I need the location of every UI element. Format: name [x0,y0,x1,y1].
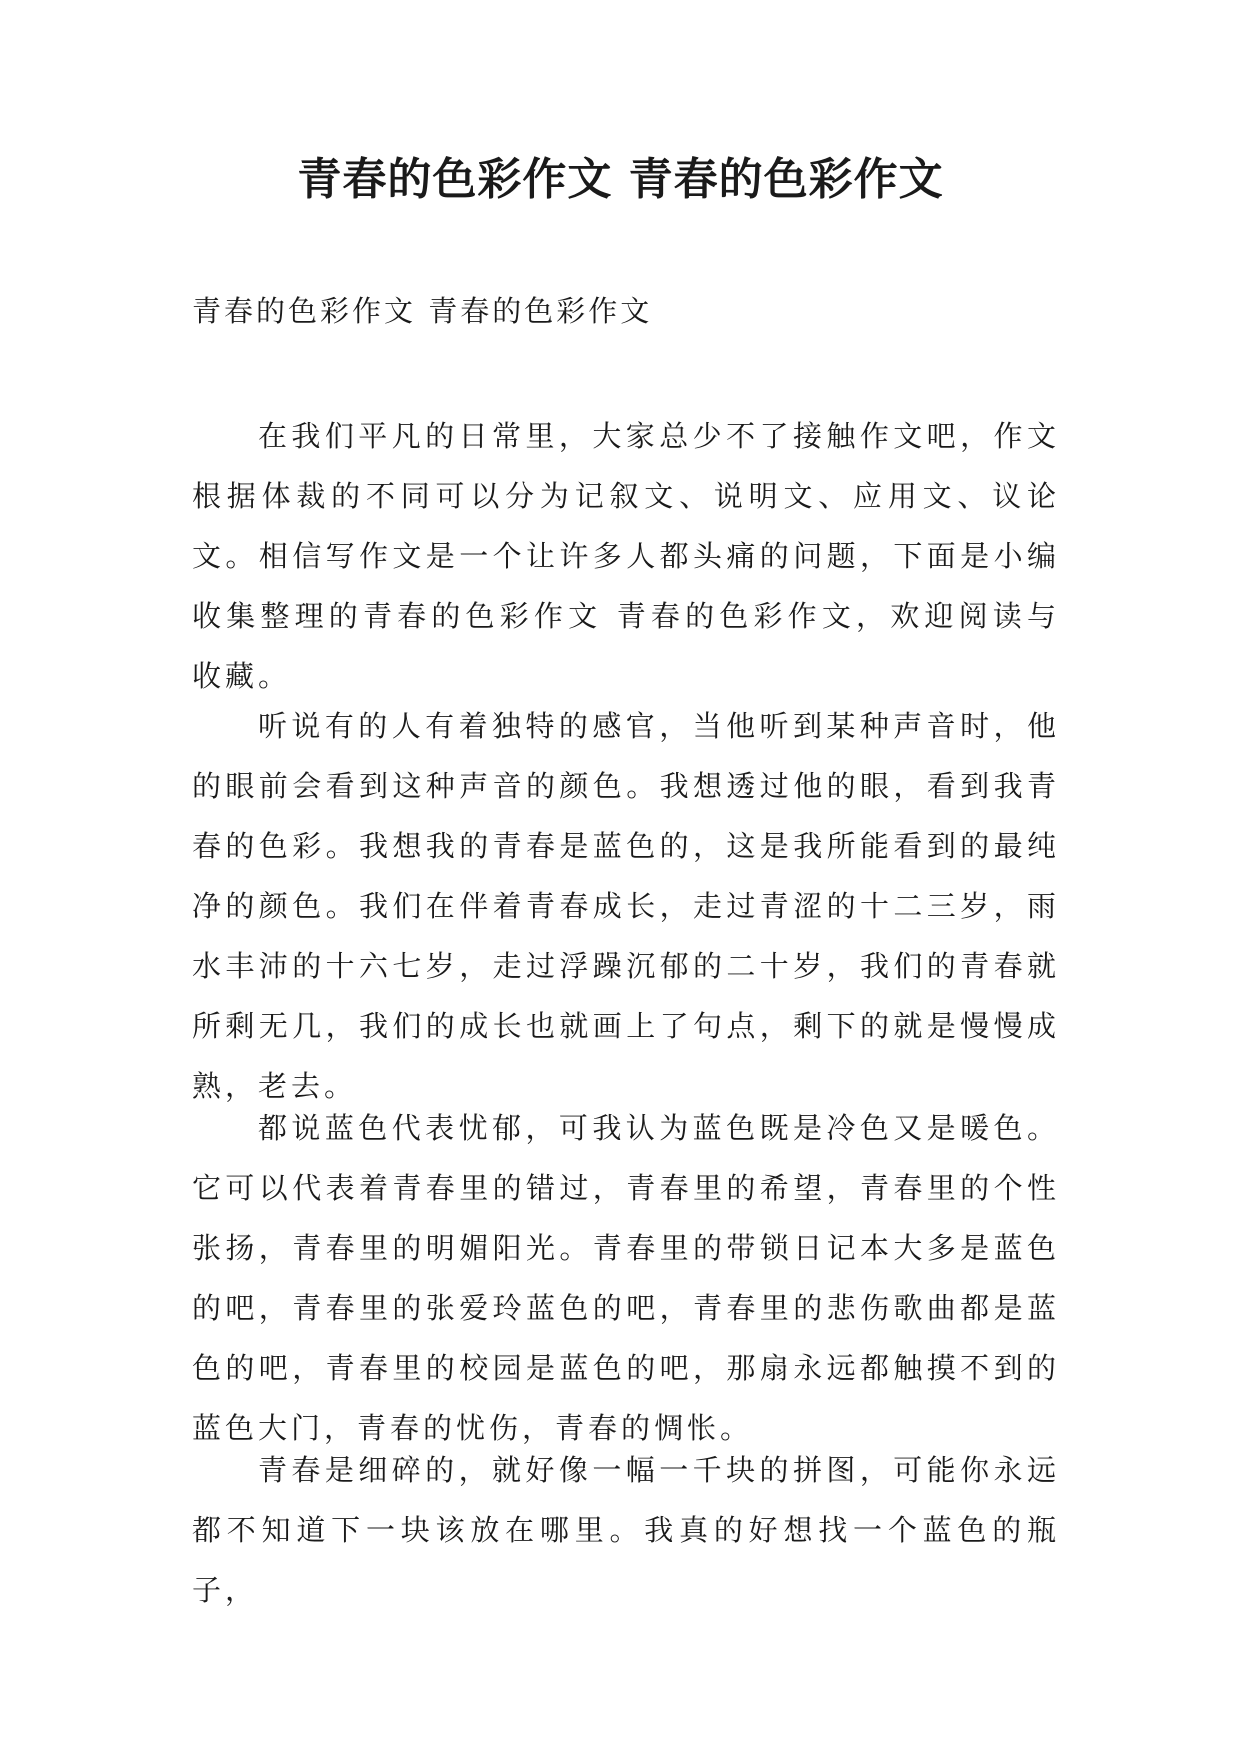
paragraph-intro: 在我们平凡的日常里，大家总少不了接触作文吧，作文根据体裁的不同可以分为记叙文、说明文、应用文、议论文。相信写作文是一个让许多人都头痛的问题，下面是小编收集整理的青春的色彩作文 青春的色彩作文，欢迎阅读与收藏。 [192,419,1060,693]
document-title: 青春的色彩作文 青春的色彩作文 [297,154,944,205]
paragraph-blue: 都说蓝色代表忧郁，可我认为蓝色既是冷色又是暖色。它可以代表着青春里的错过，青春里的希望，青春里的个性张扬，青春里的明媚阳光。青春里的带锁日记本大多是蓝色的吧，青春里的张爱玲蓝色的吧，青春里的悲伤歌曲都是蓝色的吧，青春里的校园是蓝色的吧，那扇永远都触摸不到的蓝色大门，青春的忧伤，青春的惆怅。 [192,1111,1060,1445]
document-subtitle: 青春的色彩作文 青春的色彩作文 [192,294,653,328]
paragraph-puzzle: 青春是细碎的，就好像一幅一千块的拼图，可能你永远都不知道下一块该放在哪里。我真的好想找一个蓝色的瓶子， [192,1453,1060,1607]
paragraph-senses: 听说有的人有着独特的感官，当他听到某种声音时，他的眼前会看到这种声音的颜色。我想透过他的眼，看到我青春的色彩。我想我的青春是蓝色的，这是我所能看到的最纯净的颜色。我们在伴着青春成长，走过青涩的十二三岁，雨水丰沛的十六七岁，走过浮躁沉郁的二十岁，我们的青春就所剩无几，我们的成长也就画上了句点，剩下的就是慢慢成熟，老去。 [192,709,1060,1103]
